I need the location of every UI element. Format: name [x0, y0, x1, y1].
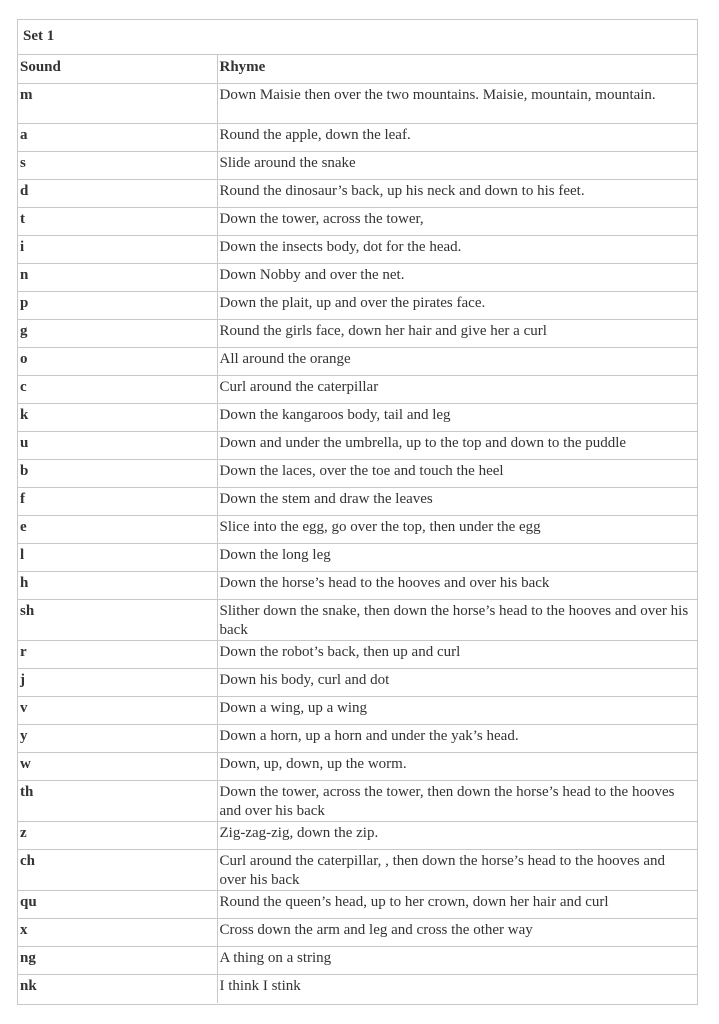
- sound-cell: r: [18, 641, 217, 669]
- table-row: [18, 975, 697, 1003]
- table-row: [18, 460, 697, 488]
- rhyme-cell: Down a wing, up a wing: [217, 697, 697, 725]
- rhyme-cell: Down, up, down, up the worm.: [217, 753, 697, 781]
- rhyme-cell: Cross down the arm and leg and cross the other way: [217, 919, 697, 947]
- sound-cell: k: [18, 404, 217, 432]
- rhyme-table: [18, 54, 697, 1003]
- rhyme-cell: A thing on a string: [217, 947, 697, 975]
- sound-cell: e: [18, 516, 217, 544]
- table-row: [18, 781, 697, 822]
- rhyme-cell: Slither down the snake, then down the horse’s head to the hooves and over his back: [217, 600, 697, 641]
- table-row: [18, 725, 697, 753]
- sound-cell: i: [18, 236, 217, 264]
- sound-cell: sh: [18, 600, 217, 641]
- table-row: [18, 488, 697, 516]
- table-row: [18, 152, 697, 180]
- rhyme-cell: Down the laces, over the toe and touch the heel: [217, 460, 697, 488]
- sound-cell: l: [18, 544, 217, 572]
- rhyme-cell: Down the long leg: [217, 544, 697, 572]
- sound-cell: n: [18, 264, 217, 292]
- table-row: [18, 947, 697, 975]
- rhyme-cell: Round the dinosaur’s back, up his neck and down to his feet.: [217, 180, 697, 208]
- sound-cell: o: [18, 348, 217, 376]
- table-row: [18, 124, 697, 152]
- rhyme-cell: Zig-zag-zig, down the zip.: [217, 822, 697, 850]
- rhyme-cell: Down a horn, up a horn and under the yak’s head.: [217, 725, 697, 753]
- sound-cell: a: [18, 124, 217, 152]
- sound-cell: z: [18, 822, 217, 850]
- sound-cell: y: [18, 725, 217, 753]
- rhyme-cell: Slice into the egg, go over the top, then under the egg: [217, 516, 697, 544]
- table-row: [18, 404, 697, 432]
- table-row: [18, 208, 697, 236]
- rhyme-cell: Down his body, curl and dot: [217, 669, 697, 697]
- rhyme-cell: I think I stink: [217, 975, 697, 1003]
- table-row: [18, 850, 697, 891]
- rhyme-cell: Down and under the umbrella, up to the top and down to the puddle: [217, 432, 697, 460]
- table-row: [18, 264, 697, 292]
- sound-cell: w: [18, 753, 217, 781]
- rhyme-cell: Down Maisie then over the two mountains. Maisie, mountain, mountain.: [217, 84, 697, 124]
- table-row: [18, 822, 697, 850]
- table-row: [18, 84, 697, 124]
- sound-cell: ng: [18, 947, 217, 975]
- table-row: [18, 180, 697, 208]
- sound-cell: v: [18, 697, 217, 725]
- sound-cell: nk: [18, 975, 217, 1003]
- sound-cell: h: [18, 572, 217, 600]
- table-row: [18, 572, 697, 600]
- table-row: [18, 236, 697, 264]
- sound-cell: t: [18, 208, 217, 236]
- rhyme-cell: Curl around the caterpillar: [217, 376, 697, 404]
- rhyme-cell: Slide around the snake: [217, 152, 697, 180]
- table-row: [18, 697, 697, 725]
- rhyme-cell: Down the insects body, dot for the head.: [217, 236, 697, 264]
- sound-cell: f: [18, 488, 217, 516]
- rhyme-cell: Round the apple, down the leaf.: [217, 124, 697, 152]
- sound-cell: s: [18, 152, 217, 180]
- set-title: Set 1: [23, 28, 55, 44]
- table-row: [18, 516, 697, 544]
- column-header-sound: Sound: [18, 55, 217, 84]
- sound-cell: g: [18, 320, 217, 348]
- table-row: [18, 753, 697, 781]
- sound-cell: p: [18, 292, 217, 320]
- sound-cell: d: [18, 180, 217, 208]
- rhyme-cell: Down the robot’s back, then up and curl: [217, 641, 697, 669]
- rhyme-cell: Down the kangaroos body, tail and leg: [217, 404, 697, 432]
- column-header-rhyme: Rhyme: [217, 55, 697, 84]
- rhyme-cell: Round the queen’s head, up to her crown, down her hair and curl: [217, 891, 697, 919]
- table-body: [18, 84, 697, 1003]
- table-row: [18, 432, 697, 460]
- rhyme-cell: Down Nobby and over the net.: [217, 264, 697, 292]
- sound-cell: j: [18, 669, 217, 697]
- table-row: [18, 641, 697, 669]
- sound-cell: qu: [18, 891, 217, 919]
- table-header-row: [18, 55, 697, 84]
- rhyme-cell: Curl around the caterpillar, , then down the horse’s head to the hooves and over his back: [217, 850, 697, 891]
- rhyme-cell: Down the horse’s head to the hooves and over his back: [217, 572, 697, 600]
- sound-cell: x: [18, 919, 217, 947]
- table-row: [18, 544, 697, 572]
- table-row: [18, 292, 697, 320]
- rhyme-cell: Down the plait, up and over the pirates face.: [217, 292, 697, 320]
- sound-cell: ch: [18, 850, 217, 891]
- sound-cell: th: [18, 781, 217, 822]
- rhyme-cell: Down the tower, across the tower,: [217, 208, 697, 236]
- table-row: [18, 669, 697, 697]
- sound-cell: c: [18, 376, 217, 404]
- table-row: [18, 320, 697, 348]
- table-row: [18, 919, 697, 947]
- sound-cell: m: [18, 84, 217, 124]
- table-row: [18, 376, 697, 404]
- table-row: [18, 348, 697, 376]
- rhyme-cell: Down the stem and draw the leaves: [217, 488, 697, 516]
- table-row: [18, 600, 697, 641]
- sound-cell: b: [18, 460, 217, 488]
- table-row: [18, 891, 697, 919]
- rhyme-cell: Down the tower, across the tower, then down the horse’s head to the hooves and over his back: [217, 781, 697, 822]
- rhyme-cell: Round the girls face, down her hair and give her a curl: [217, 320, 697, 348]
- sound-cell: u: [18, 432, 217, 460]
- phonics-rhyme-table-container: [17, 19, 698, 1005]
- rhyme-cell: All around the orange: [217, 348, 697, 376]
